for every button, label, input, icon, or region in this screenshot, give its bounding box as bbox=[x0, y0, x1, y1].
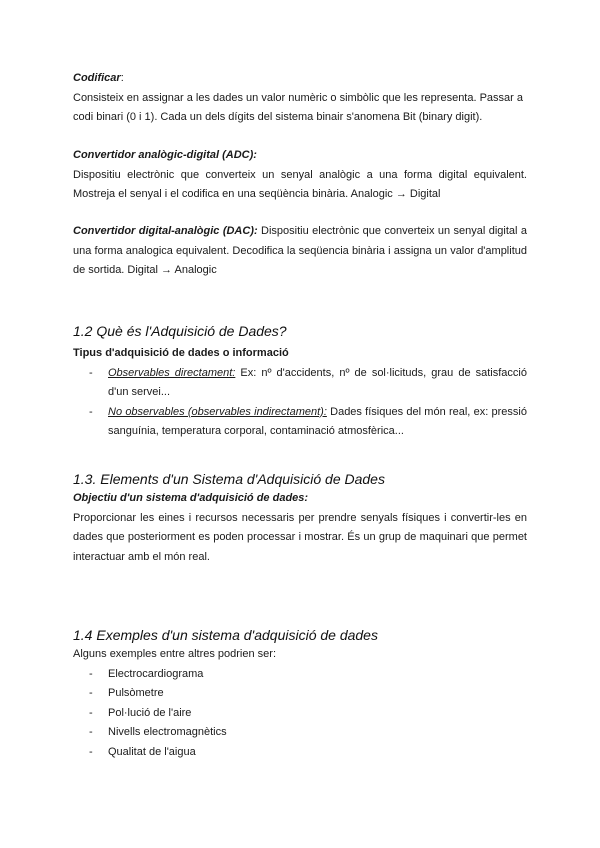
adc-term: Convertidor analògic-digital (ADC): bbox=[73, 149, 257, 161]
dac-definition: Dispositiu electrònic que converteix un senyal digital a una forma analogica equivalent. Decodifica la seqüencia binària i assigna un valor d'amplitud de sortida. Digital → Analogic bbox=[73, 225, 527, 276]
section-1-3 bbox=[73, 469, 527, 567]
list-item-label: No observables (observables indirectament): bbox=[108, 405, 327, 418]
list-item-text: Ex: nº d'accidents, nº de sol·licituds, grau de satisfacció d'un servei... bbox=[108, 366, 527, 398]
dac-term: Convertidor digital-analògic (DAC): bbox=[73, 225, 258, 237]
section-1-2 bbox=[73, 321, 527, 442]
section-1-4-heading: 1.4 Exemples d'un sistema d'adquisició de dades bbox=[73, 627, 378, 643]
section-1-3-heading: 1.3. Elements d'un Sistema d'Adquisició de Dades bbox=[73, 471, 385, 487]
list-item: - Electrocardiograma bbox=[73, 665, 527, 685]
list-item-label: Observables directament: bbox=[108, 366, 236, 379]
examples-list bbox=[73, 665, 527, 763]
list-item: - Qualitat de l'aigua bbox=[73, 743, 527, 763]
section-1-3-subheading: Objectiu d'un sistema d'adquisició de dades: bbox=[73, 492, 309, 504]
section-1-4 bbox=[73, 625, 527, 762]
list-item: - Nivells electromagnètics bbox=[73, 723, 527, 743]
codificar-definition: Consisteix en assignar a les dades un valor numèric o simbòlic que les representa. Passar a codi binari (0 i 1). Cada un dels dígits del sistema binair s'anomena Bit (binary digit). bbox=[73, 91, 524, 123]
section-1-4-intro: Alguns exemples entre altres podrien ser: bbox=[73, 648, 276, 660]
acquisition-types-list bbox=[73, 364, 527, 442]
list-item bbox=[73, 364, 527, 403]
section-1-3-body: Proporcionar les eines i recursos necessaris per prendre senyals físiques i convertir-les en dades que posteriorment es poden processar i mostrar. És un grup de maquinari que permet interactuar amb el món real. bbox=[73, 511, 527, 563]
section-1-2-heading: 1.2 Què és l'Adquisició de Dades? bbox=[73, 323, 287, 339]
codificar-term: Codificar bbox=[73, 72, 121, 84]
list-item: - Pol·lució de l'aire bbox=[73, 704, 527, 724]
adc-definition: Dispositiu electrònic que converteix un senyal analògic a una forma digital equivalent. Mostreja el senyal i el codifica en una seqüència binària. Analogic → Digital bbox=[73, 168, 527, 200]
adc-block bbox=[73, 146, 527, 205]
list-item-text: Dades físiques del món real, ex: pressió sanguínia, temperatura corporal, contaminació atmosfèrica... bbox=[108, 405, 527, 437]
section-1-2-subheading: Tipus d'adquisició de dades o informació bbox=[73, 347, 289, 359]
list-item bbox=[73, 403, 527, 442]
dac-block bbox=[73, 222, 527, 281]
codificar-block: Codificar: Consisteix en assignar a les dades un valor numèric o simbòlic que les representa. Passar a codi binari (0 i 1). Cada un dels dígits del sistema binair s'anomena Bit (binary digit). bbox=[73, 69, 527, 128]
list-item: - Pulsòmetre bbox=[73, 684, 527, 704]
